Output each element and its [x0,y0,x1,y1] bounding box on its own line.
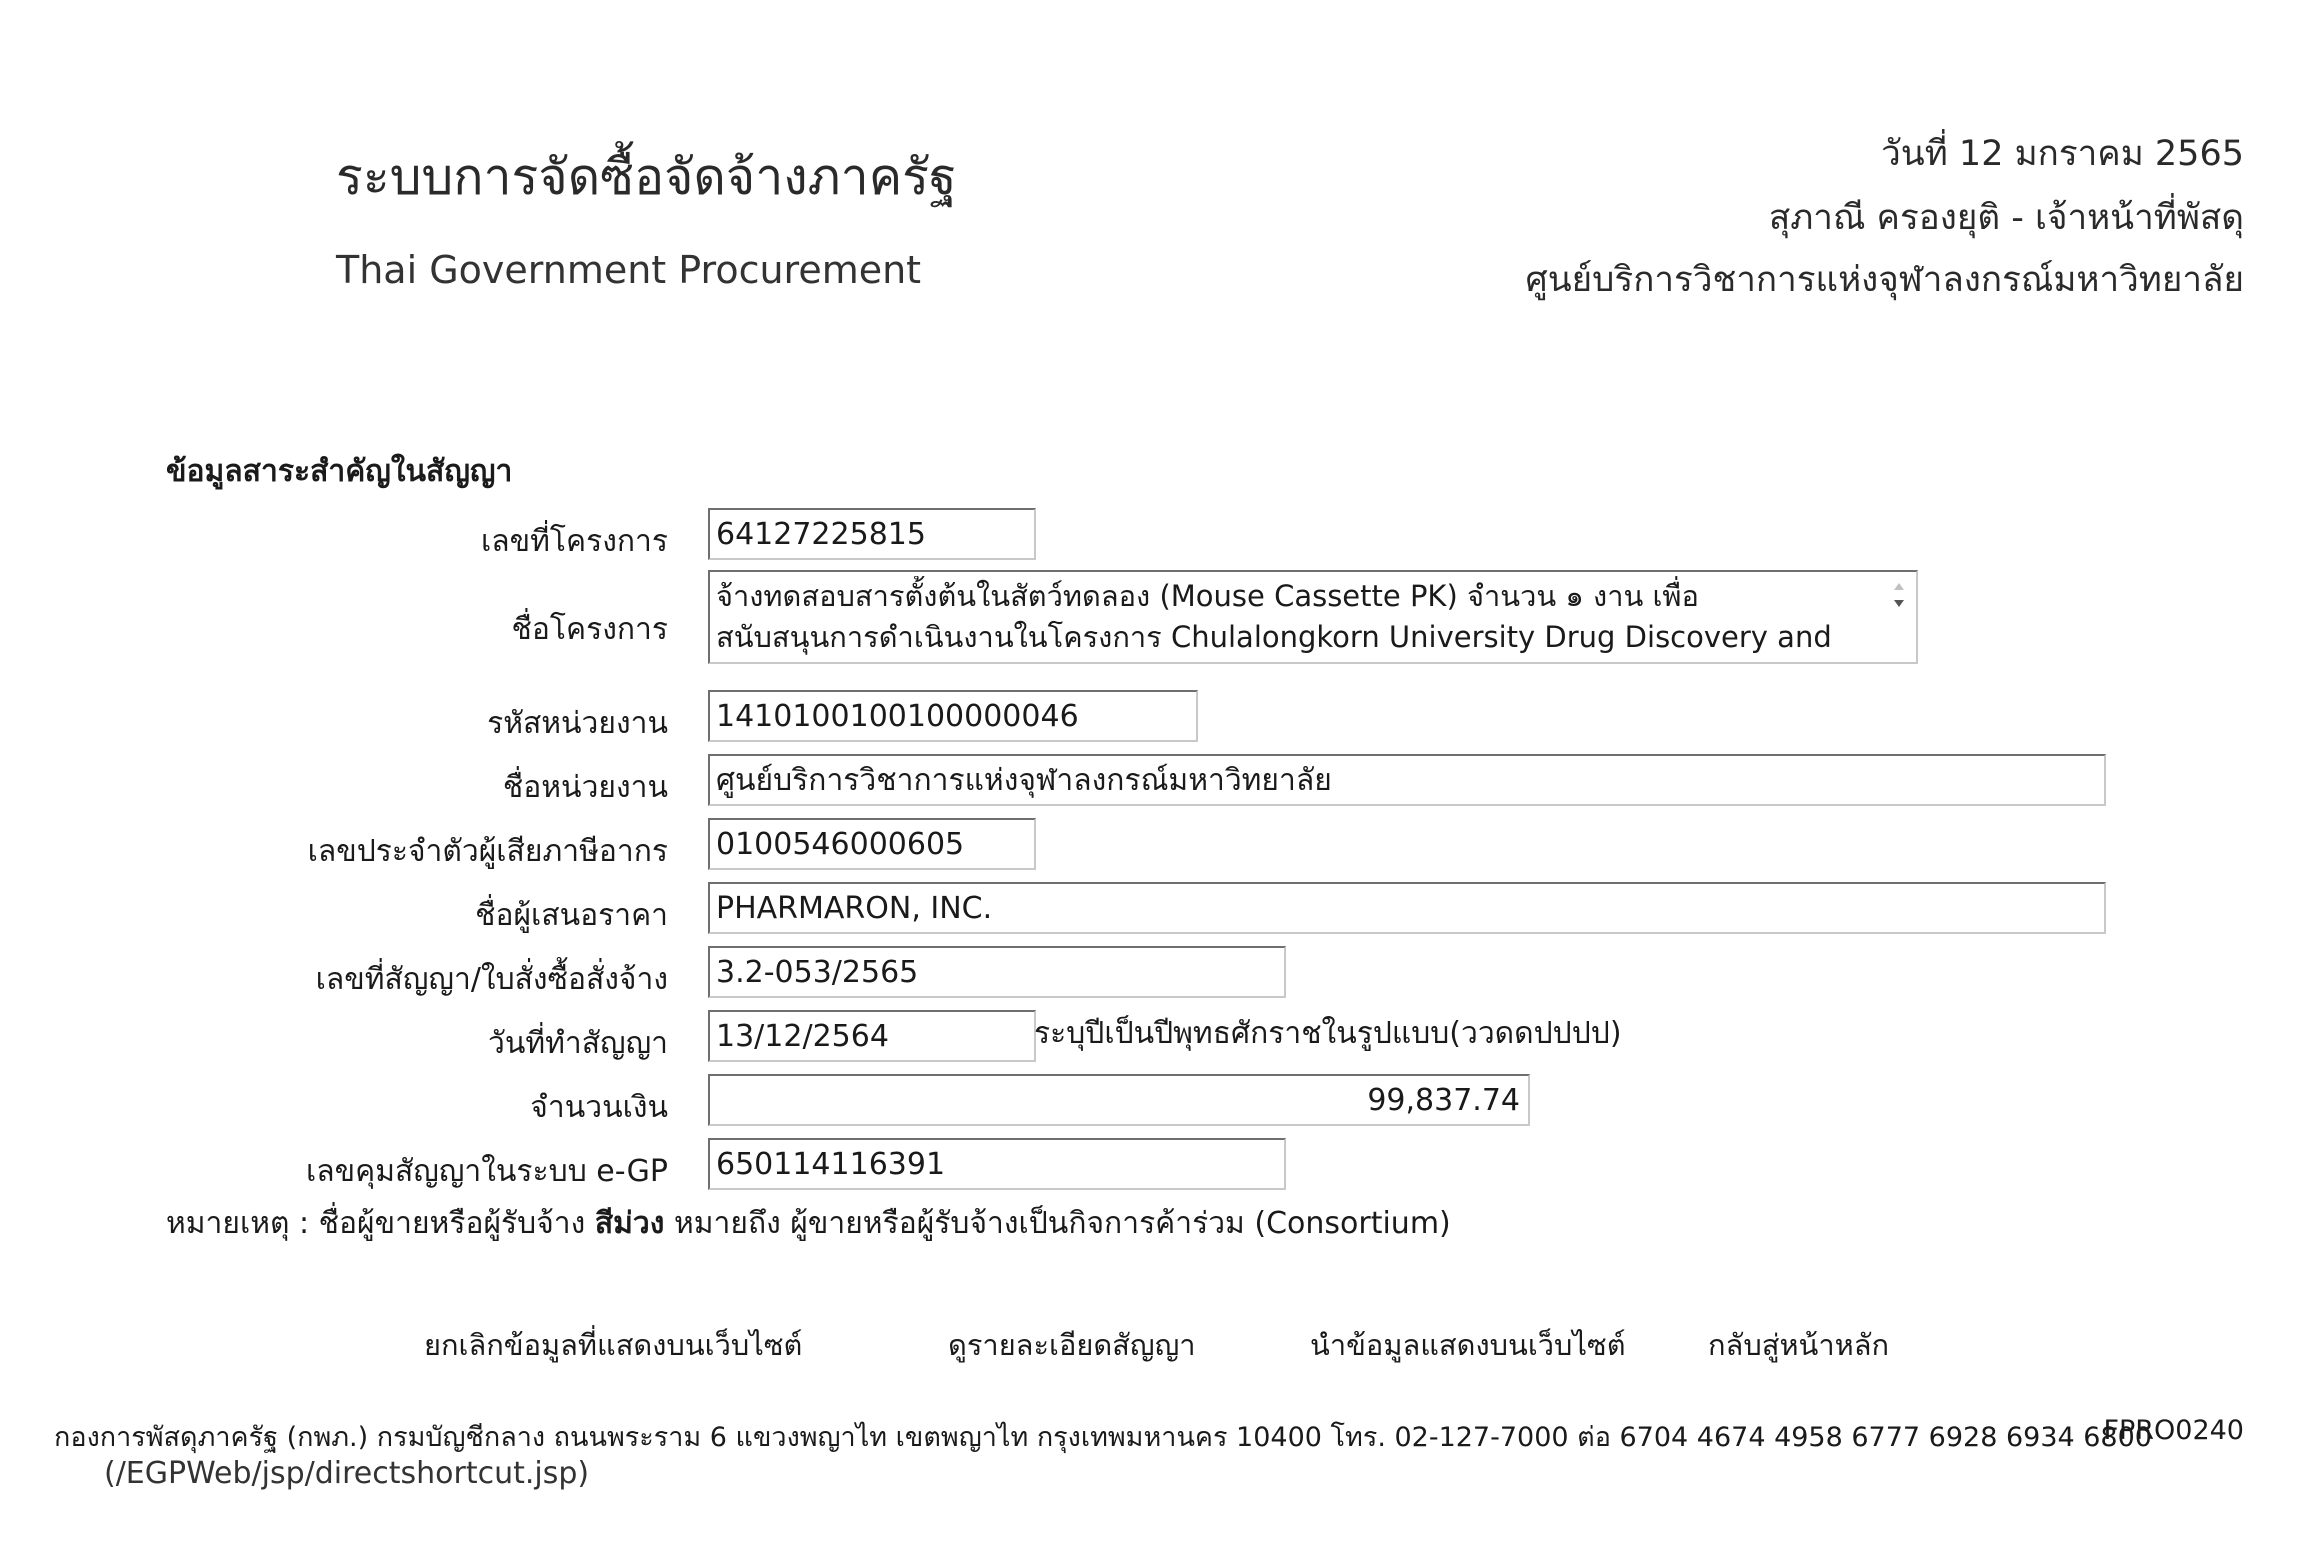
consortium-note [166,1200,1451,1247]
unit-code-field[interactable]: 1410100100100000046 [708,690,1198,742]
date-format-hint: ระบุปีเป็นปีพุทธศักราชในรูปแบบ(ววดดปปปป) [1034,1016,1622,1051]
contract-date-field[interactable]: 13/12/2564 [708,1010,1036,1062]
view-contract-detail-link[interactable]: ดูรายละเอียดสัญญา [948,1328,1196,1362]
project-no-label: เลขที่โครงการ [481,524,668,559]
project-name-line-2: สนับสนุนการดำเนินงานในโครงการ Chulalongkorn University Drug Discovery and [716,620,1832,654]
unit-name-field[interactable]: ศูนย์บริการวิชาการแห่งจุฬาลงกรณ์มหาวิทยาลัย [708,754,2106,806]
project-name-textarea[interactable] [708,570,1918,664]
egp-no-label: เลขคุมสัญญาในระบบ e-GP [306,1154,668,1189]
system-title-th: ระบบการจัดซื้อจัดจ้างภาครัฐ [336,148,957,206]
back-to-home-link[interactable]: กลับสู่หน้าหลัก [1708,1328,1890,1362]
amount-field[interactable]: 99,837.74 [708,1074,1530,1126]
organization-name: ศูนย์บริการวิชาการแห่งจุฬาลงกรณ์มหาวิทยาลัย [1525,260,2244,300]
page-code: FPRO0240 [2103,1415,2244,1446]
contract-no-label: เลขที่สัญญา/ใบสั่งซื้อสั่งจ้าง [315,962,668,997]
amount-label: จำนวนเงิน [530,1090,668,1125]
footer-address: กองการพัสดุภาครัฐ (กพภ.) กรมบัญชีกลาง ถนนพระราม 6 แขวงพญาไท เขตพญาไท กรุงเทพมหานคร 10400 โทร. 02-127-7000 ต่อ 6704 4674 4958 6777 6928 6934 6800 [54,1422,2152,1453]
page-path: (/EGPWeb/jsp/directshortcut.jsp) [104,1456,590,1491]
unit-code-label: รหัสหน่วยงาน [487,706,668,741]
contract-date-label: วันที่ทำสัญญา [487,1026,668,1061]
note-bold-color: สีม่วง [594,1206,665,1241]
tax-id-label: เลขประจำตัวผู้เสียภาษีอากร [307,834,668,869]
bidder-field[interactable]: PHARMARON, INC. [708,882,2106,934]
officer-name: สุภาณี ครองยุติ - เจ้าหน้าที่พัสดุ [1768,198,2244,238]
tax-id-field[interactable]: 0100546000605 [708,818,1036,870]
cancel-display-link[interactable]: ยกเลิกข้อมูลที่แสดงบนเว็บไซต์ [424,1328,803,1362]
contract-no-field[interactable]: 3.2-053/2565 [708,946,1286,998]
publish-to-website-link[interactable]: นำข้อมูลแสดงบนเว็บไซต์ [1310,1328,1626,1362]
bidder-label: ชื่อผู้เสนอราคา [475,898,668,933]
system-title-en: Thai Government Procurement [336,248,922,292]
note-prefix: หมายเหตุ : ชื่อผู้ขายหรือผู้รับจ้าง [166,1206,586,1241]
project-name-label: ชื่อโครงการ [511,612,668,647]
scroll-arrows-icon[interactable] [1890,578,1908,612]
egp-no-field[interactable]: 650114116391 [708,1138,1286,1190]
section-title: ข้อมูลสาระสำคัญในสัญญา [166,454,513,489]
project-no-field[interactable]: 64127225815 [708,508,1036,560]
note-suffix: หมายถึง ผู้ขายหรือผู้รับจ้างเป็นกิจการค้าร่วม (Consortium) [673,1206,1451,1241]
print-date: วันที่ 12 มกราคม 2565 [1881,134,2244,174]
unit-name-label: ชื่อหน่วยงาน [502,770,668,805]
project-name-line-1: จ้างทดสอบสารตั้งต้นในสัตว์ทดลอง (Mouse Cassette PK) จำนวน ๑ งาน เพื่อ [716,579,1699,613]
